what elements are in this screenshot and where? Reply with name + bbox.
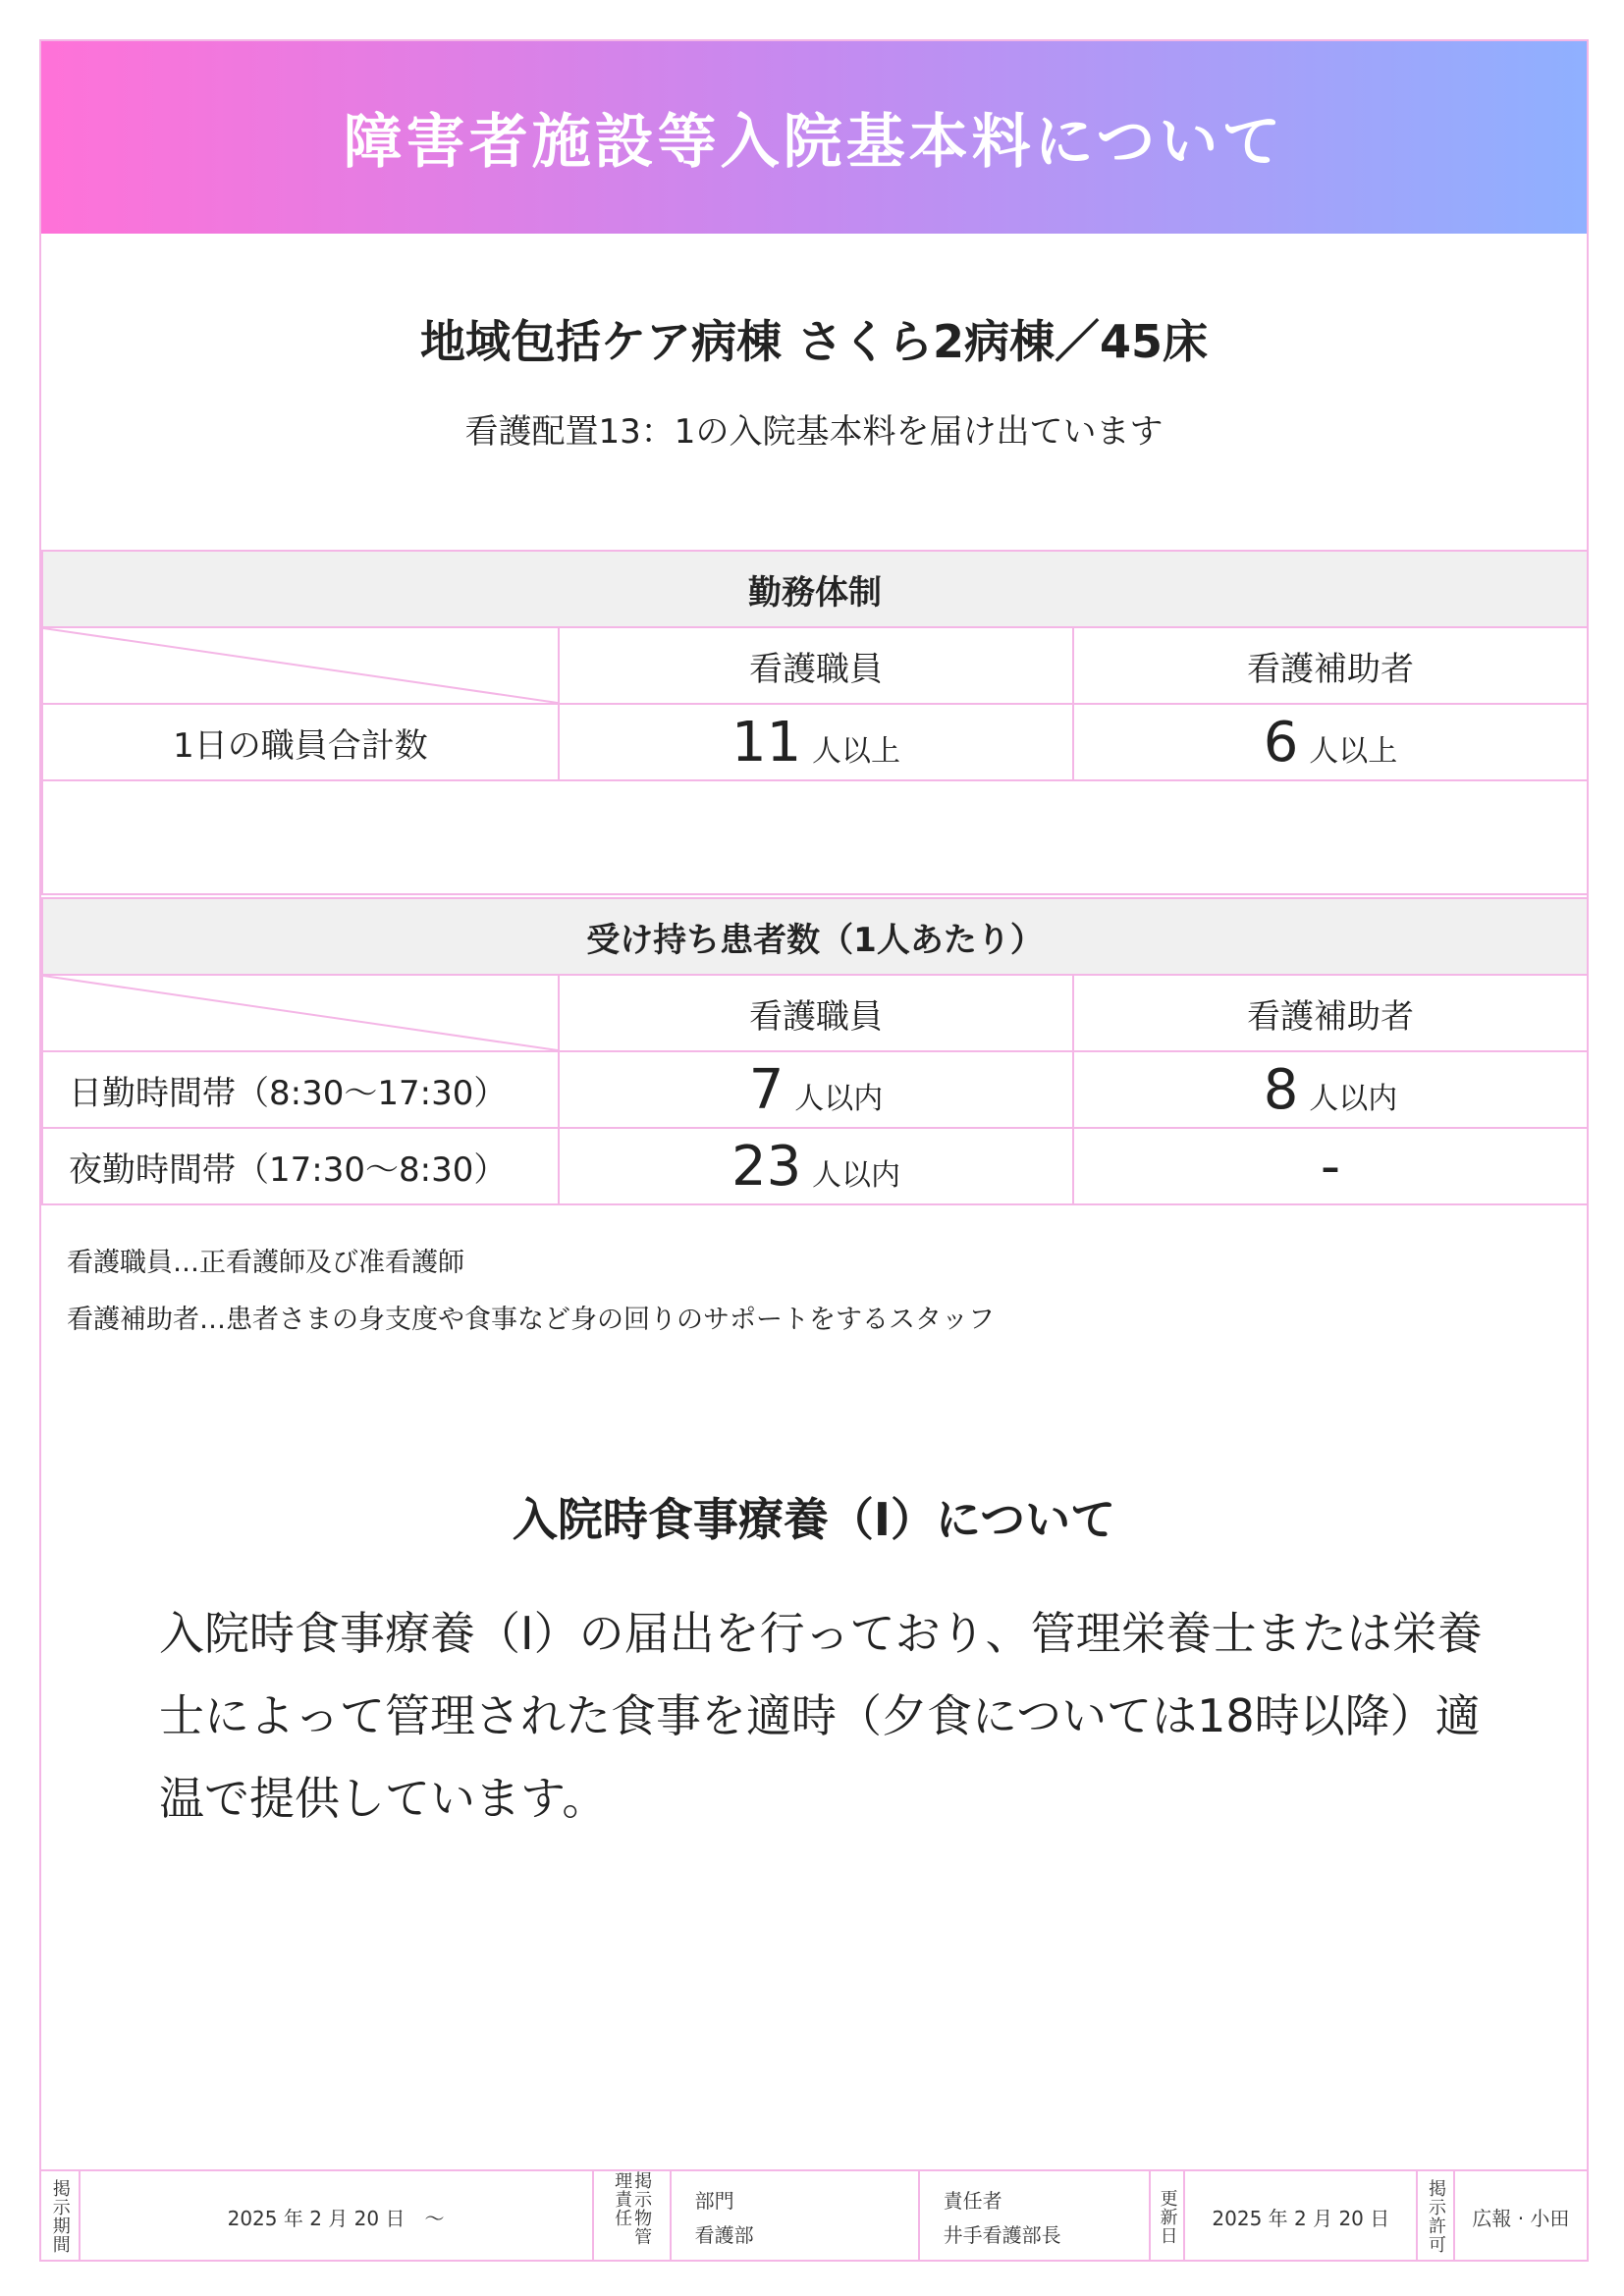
duty-aide-value: 6 xyxy=(1263,710,1299,774)
duty-nurse-value: 11 xyxy=(731,710,802,774)
duty-row-label: 1日の職員合計数 xyxy=(42,704,559,780)
dept-label: 部門 xyxy=(694,2189,734,2213)
day-shift-label: 日勤時間帯（8:30〜17:30） xyxy=(42,1051,559,1128)
night-nurse-value: 23 xyxy=(731,1134,802,1199)
night-aide-cell xyxy=(1073,1128,1588,1204)
page-title: 障害者施設等入院基本料について xyxy=(41,41,1587,234)
footer-strip xyxy=(41,2169,1587,2262)
night-nurse-unit: 人以内 xyxy=(812,1157,901,1193)
patients-section-title: 受け持ち患者数（1人あたり） xyxy=(42,898,1588,975)
day-aide-value: 8 xyxy=(1263,1057,1299,1122)
diagonal-cell xyxy=(42,975,559,1051)
day-nurse-unit: 人以内 xyxy=(794,1081,884,1116)
diagonal-line-icon xyxy=(43,976,558,1050)
duty-table xyxy=(41,550,1589,895)
ward-title: 地域包括ケア病棟 さくら2病棟／45床 xyxy=(419,315,1209,368)
permit-value: 広報 · 小田 xyxy=(1472,2206,1570,2230)
table-row xyxy=(42,1128,1588,1204)
table-row xyxy=(42,1051,1588,1128)
responsible-label: 掲示物管理責任 xyxy=(612,2171,653,2246)
duty-aide-unit: 人以上 xyxy=(1309,733,1398,769)
patients-col-aide: 看護補助者 xyxy=(1073,975,1588,1051)
staffing-note: 看護配置13：1の入院基本料を届け出ています xyxy=(464,412,1164,452)
meal-title: 入院時食事療養（I）について xyxy=(512,1493,1116,1546)
day-nurse-value: 7 xyxy=(748,1057,785,1122)
duty-section-title: 勤務体制 xyxy=(42,551,1588,627)
permit-value-cell xyxy=(1455,2171,1587,2262)
spacer-row xyxy=(42,780,1588,894)
duty-col-nurse: 看護職員 xyxy=(559,627,1073,704)
period-value: 2025 年 2 月 20 日 〜 xyxy=(227,2206,445,2230)
dept-cell xyxy=(672,2171,920,2262)
night-aide-value: - xyxy=(1320,1134,1341,1199)
person-label: 責任者 xyxy=(943,2189,1002,2213)
night-nurse-cell xyxy=(559,1128,1073,1204)
meal-body: 入院時食事療養（I）の届出を行っており、管理栄養士または栄養士によって管理された食事を適時（夕食については18時以降）適温で提供しています。 xyxy=(159,1607,1483,1825)
day-aide-unit: 人以内 xyxy=(1309,1081,1398,1116)
duty-col-aide: 看護補助者 xyxy=(1073,627,1588,704)
period-label: 掲示期間 xyxy=(49,2179,71,2254)
permit-label: 掲示許可 xyxy=(1426,2179,1447,2254)
diagonal-cell xyxy=(42,627,559,704)
footnote-nurse: 看護職員…正看護師及び准看護師 xyxy=(67,1248,464,1278)
day-nurse-cell xyxy=(559,1051,1073,1128)
dept-value: 看護部 xyxy=(694,2223,754,2247)
person-cell xyxy=(920,2171,1151,2262)
notice-frame xyxy=(39,39,1589,2262)
updated-label: 更新日 xyxy=(1157,2188,1178,2245)
updated-value: 2025 年 2 月 20 日 xyxy=(1212,2206,1390,2230)
duty-nurse-unit: 人以上 xyxy=(812,733,901,769)
duty-nurse-cell xyxy=(559,704,1073,780)
updated-label-cell xyxy=(1151,2171,1186,2262)
permit-label-cell xyxy=(1418,2171,1455,2262)
period-value-cell xyxy=(81,2171,594,2262)
day-aide-cell xyxy=(1073,1051,1588,1128)
updated-value-cell xyxy=(1185,2171,1418,2262)
diagonal-line-icon xyxy=(43,628,558,703)
night-shift-label: 夜勤時間帯（17:30〜8:30） xyxy=(42,1128,559,1204)
responsible-label-cell xyxy=(594,2171,672,2262)
patients-col-nurse: 看護職員 xyxy=(559,975,1073,1051)
footnote-aide: 看護補助者…患者さまの身支度や食事など身の回りのサポートをするスタッフ xyxy=(67,1305,995,1335)
duty-aide-cell xyxy=(1073,704,1588,780)
patients-table xyxy=(41,897,1589,1205)
period-label-cell xyxy=(41,2171,81,2262)
person-value: 井手看護部長 xyxy=(943,2223,1061,2247)
